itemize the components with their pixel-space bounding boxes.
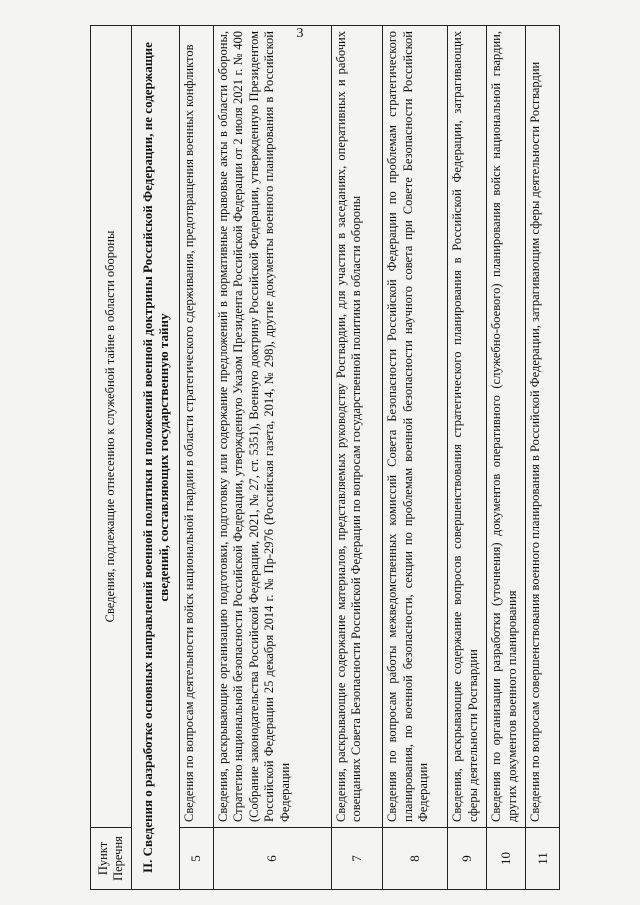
- section-row: [132, 26, 180, 890]
- row-text: Сведения по организации разработки (уточнения) документов оперативного (служебно-боевого) планирования войск национальной гвардии, других документов военного планирования: [487, 26, 526, 828]
- row-text: Сведения, раскрывающие организацию подготовки, подготовку или содержание предложений в нормативные правовые акты в области обороны, Стратегию национальной безопасности Российской Федерации, утвержденную Указом Президента Российской Федерации от 2 июля 2021 г. № 400 (Собрание законодательства Российской Федерации, 2021, № 27, ст. 5351), Военную доктрину Российской Федерации, утвержденную Президентом Российской Федерации 25 декабря 2014 г. № Пр-2976 (Российская газета, 2014, № 298), другие документы военного планирования в Российской Федерации: [213, 26, 331, 828]
- row-text: Сведения по вопросам деятельности войск национальной гвардии в области стратегического сдерживания, предотвращения военных конфликтов: [180, 26, 214, 828]
- table-row: [448, 26, 487, 890]
- header-col-desc: Сведения, подлежащие отнесению к служебной тайне в области обороны: [91, 26, 132, 828]
- table-row: [487, 26, 526, 890]
- row-text: Сведения по вопросам совершенствования военного планирования в Российской Федерации, затрагивающим сферы деятельности Росгвардии: [526, 26, 560, 828]
- table-row: [383, 26, 448, 890]
- row-number: 10: [487, 828, 526, 890]
- header-col-num: Пункт Перечня: [91, 828, 132, 890]
- row-number: 7: [331, 828, 382, 890]
- page-number: 3: [296, 26, 304, 41]
- table-header-row: [91, 26, 132, 890]
- table-row: [213, 26, 331, 890]
- row-number: 8: [383, 828, 448, 890]
- rotated-table-container: [90, 25, 560, 890]
- row-text: Сведения по вопросам работы межведомственных комиссий Совета Безопасности Российской Федерации по проблемам стратегического планирования, по военной безопасности, секции по проблемам военной безопасности научного совета при Совете Безопасности Российской Федерации: [383, 26, 448, 828]
- table-row: [526, 26, 560, 890]
- section-title: II. Сведения о разработке основных направлений военной политики и положений военной доктрины Российской Федерации, не содержащие сведений, составляющих государственную тайну: [132, 26, 180, 890]
- row-number: 5: [180, 828, 214, 890]
- row-number: 6: [213, 828, 331, 890]
- row-text: Сведения, раскрывающие содержание материалов, представляемых руководству Росгвардии, для участия в заседаниях, оперативных и рабочих совещаниях Совета Безопасности Российской Федерации по вопросам государственной политики в области обороны: [331, 26, 382, 828]
- row-text: Сведения, раскрывающие содержание вопросов совершенствования стратегического планирования в Российской Федерации, затрагивающих сферы деятельности Росгвардии: [448, 26, 487, 828]
- row-number: 11: [526, 828, 560, 890]
- row-number: 9: [448, 828, 487, 890]
- table-row: [180, 26, 214, 890]
- table-row: [331, 26, 382, 890]
- secrets-table: [90, 25, 560, 890]
